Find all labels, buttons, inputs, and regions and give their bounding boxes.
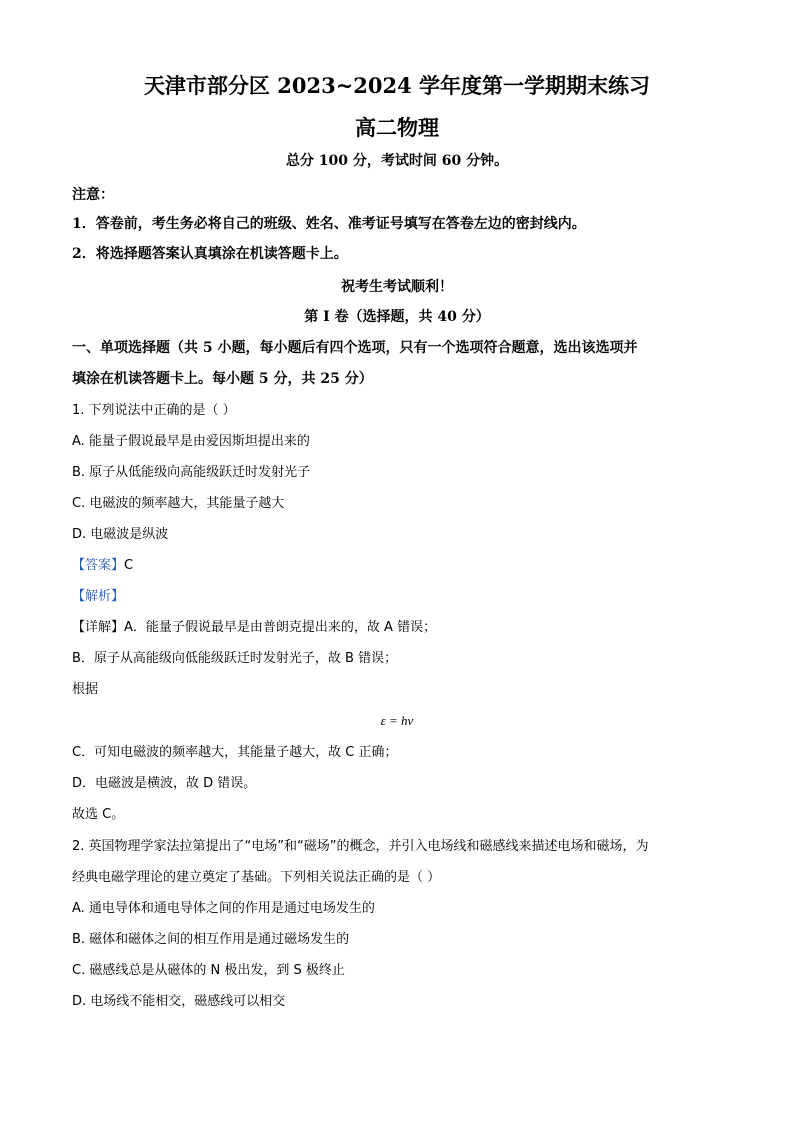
q1-analysis <box>72 588 124 606</box>
q1-according: 根据 <box>72 682 99 697</box>
q2-stem-line1: 2. 英国物理学家法拉第提出了“电场”和“磁场”的概念，并引入电场线和磁感线来描述电场和磁场，为 <box>72 839 649 854</box>
answer-tag: 【答案】 <box>72 558 125 573</box>
note-item-1: 1．答卷前，考生务必将自己的班级、姓名、准考证号填写在答卷左边的密封线内。 <box>72 216 586 232</box>
answer-value: C <box>124 558 134 573</box>
q1-conclusion: 故选 C。 <box>72 807 125 822</box>
q1-formula: ε = hν <box>380 713 414 728</box>
score-time: 总分 100 分，考试时间 60 分钟。 <box>285 153 509 169</box>
q1-detail-b: B．原子从高能级向低能级跃迁时发射光子，故 B 错误； <box>72 651 398 666</box>
exam-title: 天津市部分区 2023~2024 学年度第一学期期末练习 <box>143 73 651 98</box>
q2-option-d: D. 电场线不能相交，磁感线可以相交 <box>72 994 286 1009</box>
detail-tag: 【详解】 <box>72 620 125 635</box>
q1-stem: 1. 下列说法中正确的是（ ） <box>72 403 236 418</box>
wish-text: 祝考生考试顺利！ <box>341 279 453 295</box>
note-item-2: 2．将选择题答案认真填涂在机读答题卡上。 <box>72 246 348 262</box>
q1-detail-d: D．电磁波是横波，故 D 错误。 <box>72 776 257 791</box>
q1-option-a: A. 能量子假说最早是由爱因斯坦提出来的 <box>72 434 310 449</box>
q1-option-d: D. 电磁波是纵波 <box>72 527 169 542</box>
part1-instructions-line2: 填涂在机读答题卡上。每小题 5 分，共 25 分） <box>72 371 373 387</box>
q1-detail-c: C．可知电磁波的频率越大，其能量子越大，故 C 正确； <box>72 745 398 760</box>
q2-option-b: B. 磁体和磁体之间的相互作用是通过磁场发生的 <box>72 932 350 947</box>
q1-answer <box>72 557 133 575</box>
subject-title: 高二物理 <box>355 115 439 140</box>
analysis-tag: 【解析】 <box>72 589 125 604</box>
notes-heading: 注意： <box>72 187 114 203</box>
q1-option-c: C. 电磁波的频率越大，其能量子越大 <box>72 496 285 511</box>
section-title: 第 I 卷（选择题，共 40 分） <box>304 309 490 325</box>
q2-stem-line2: 经典电磁学理论的建立奠定了基础。下列相关说法正确的是（ ） <box>72 870 441 885</box>
q2-option-c: C. 磁感线总是从磁体的 N 极出发，到 S 极终止 <box>72 963 345 978</box>
q1-detail-a <box>72 619 436 637</box>
detail-a-text: A．能量子假说最早是由普朗克提出来的，故 A 错误； <box>124 620 437 635</box>
q2-option-a: A. 通电导体和通电导体之间的作用是通过电场发生的 <box>72 901 375 916</box>
part1-instructions-line1: 一、单项选择题（共 5 小题，每小题后有四个选项，只有一个选项符合题意，选出该选项并 <box>72 340 638 356</box>
q1-option-b: B. 原子从低能级向高能级跃迁时发射光子 <box>72 465 311 480</box>
